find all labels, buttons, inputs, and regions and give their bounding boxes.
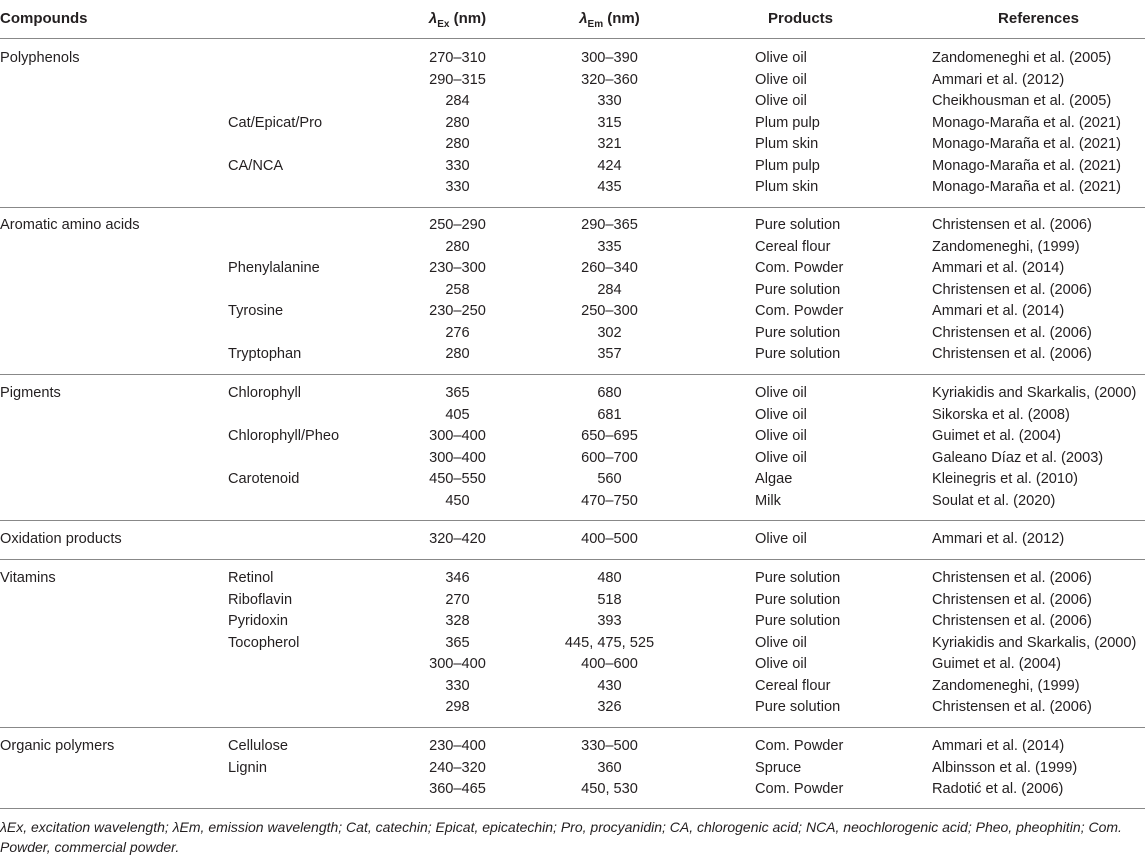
excitation-cell: 346 [445,570,470,586]
product-cell: Olive oil [755,449,807,466]
excitation-cell: 280 [445,136,470,152]
ex-subscript: Ex [437,19,450,30]
reference-cell: Ammari et al. (2014) [932,260,1065,276]
emission-cell: 326 [597,699,622,715]
product-cell: Pure solution [755,324,841,341]
header-compounds: Compounds [0,10,88,27]
emission-cell: 360 [597,759,622,776]
product-cell: Com. Powder [755,260,844,276]
excitation-cell: 365 [445,385,470,401]
group-divider [0,808,1145,809]
emission-cell: 681 [597,406,622,423]
product-cell: Pure solution [755,613,841,629]
excitation-cell: 328 [445,613,470,629]
excitation-cell: 290–315 [429,71,486,88]
reference-cell: Christensen et al. (2006) [932,570,1092,586]
emission-cell: 315 [597,114,622,131]
excitation-cell: 330 [445,157,470,174]
excitation-cell: 276 [445,324,470,341]
subcompound-cell: Chlorophyll [228,385,302,401]
emission-cell: 480 [597,570,622,586]
group-divider [0,727,1145,728]
product-cell: Olive oil [755,634,807,651]
product-cell: Com. Powder [755,781,844,797]
table-footnote: λEx, excitation wavelength; λEm, emission wavelength; Cat, catechin; Epicat, epicatechin; Pro, procyanidin; CA, chlorogenic acid; NCA, neochlorogenic acid; Pheo, pheophitin; Com. Powder, commercial powder. [0,819,1122,855]
product-cell: Olive oil [755,531,807,547]
subcompound-cell: Tyrosine [228,303,284,319]
excitation-cell: 365 [445,634,470,651]
reference-cell: Christensen et al. (2006) [932,699,1092,715]
emission-cell: 450, 530 [581,781,638,797]
subcompound-cell: Pyridoxin [228,613,289,629]
reference-cell: Christensen et al. (2006) [932,281,1092,298]
subcompound-cell: Riboflavin [228,591,293,608]
product-cell: Pure solution [755,217,841,233]
reference-cell: Sikorska et al. (2008) [932,406,1070,423]
product-cell: Plum skin [755,136,819,152]
emission-cell: 445, 475, 525 [564,634,655,651]
excitation-cell: 300–400 [429,656,486,672]
excitation-cell: 360–465 [429,781,486,797]
reference-cell: Guimet et al. (2004) [932,656,1061,672]
emission-cell: 330–500 [581,738,638,754]
excitation-cell: 300–400 [429,428,486,444]
product-cell: Milk [755,492,781,509]
reference-cell: Monago-Maraña et al. (2021) [932,157,1122,174]
excitation-cell: 230–300 [429,260,486,276]
reference-cell: Zandomeneghi, (1999) [932,238,1080,255]
product-cell: Olive oil [755,428,807,444]
header-divider [0,38,1145,39]
emission-cell: 424 [597,157,622,174]
emission-cell: 330 [597,93,622,109]
emission-cell: 302 [597,324,622,341]
product-cell: Pure solution [755,281,841,298]
emission-cell: 284 [597,281,622,298]
reference-cell: Guimet et al. (2004) [932,428,1061,444]
product-cell: Olive oil [755,50,807,66]
reference-cell: Christensen et al. (2006) [932,591,1092,608]
unit-label: (nm) [449,10,487,27]
emission-cell: 250–300 [581,303,638,319]
reference-cell: Ammari et al. (2014) [932,738,1065,754]
lambda-symbol: λ [428,10,438,27]
header-references: References [998,10,1079,27]
excitation-cell: 330 [445,677,470,694]
reference-cell: Galeano Díaz et al. (2003) [932,449,1104,466]
emission-cell: 600–700 [581,449,638,466]
group-divider [0,374,1145,375]
product-cell: Algae [755,471,793,487]
reference-cell: Zandomeneghi et al. (2005) [932,50,1112,66]
excitation-cell: 230–250 [429,303,486,319]
reference-cell: Ammari et al. (2014) [932,303,1065,319]
excitation-cell: 258 [445,281,470,298]
compound-cell: Organic polymers [0,738,115,754]
emission-cell: 400–500 [581,531,638,547]
subcompound-cell: Phenylalanine [228,260,320,276]
compound-cell: Pigments [0,385,61,401]
reference-cell: Ammari et al. (2012) [932,531,1065,547]
emission-cell: 400–600 [581,656,638,672]
product-cell: Com. Powder [755,303,844,319]
excitation-cell: 280 [445,114,470,131]
subcompound-cell: Chlorophyll/Pheo [228,428,340,444]
reference-cell: Christensen et al. (2006) [932,613,1092,629]
product-cell: Com. Powder [755,738,844,754]
excitation-cell: 300–400 [429,449,486,466]
excitation-cell: 280 [445,238,470,255]
reference-cell: Kyriakidis and Skarkalis, (2000) [932,634,1137,651]
emission-cell: 260–340 [581,260,638,276]
lambda-symbol: λ [579,10,588,27]
reference-cell: Soulat et al. (2020) [932,492,1056,509]
reference-cell: Albinsson et al. (1999) [932,759,1078,776]
product-cell: Pure solution [755,591,841,608]
subcompound-cell: CA/NCA [228,157,284,174]
emission-cell: 320–360 [581,71,638,88]
reference-cell: Kleinegris et al. (2010) [932,471,1079,487]
excitation-cell: 280 [445,346,470,362]
product-cell: Olive oil [755,71,807,88]
header-products: Products [767,10,833,27]
excitation-cell: 320–420 [429,531,486,547]
compound-cell: Oxidation products [0,531,122,547]
subcompound-cell: Carotenoid [228,471,300,487]
product-cell: Olive oil [755,385,807,401]
product-cell: Plum pulp [755,157,820,174]
reference-cell: Monago-Maraña et al. (2021) [932,179,1122,195]
emission-cell: 650–695 [581,428,638,444]
emission-cell: 435 [597,179,622,195]
reference-cell: Zandomeneghi, (1999) [932,677,1080,694]
em-subscript: Em [587,19,604,30]
subcompound-cell: Lignin [228,759,267,776]
reference-cell: Cheikhousman et al. (2005) [932,93,1112,109]
emission-cell: 393 [597,613,622,629]
product-cell: Plum skin [755,179,819,195]
emission-cell: 470–750 [581,492,638,509]
subcompound-cell: Cat/Epicat/Pro [228,114,323,131]
reference-cell: Monago-Maraña et al. (2021) [932,114,1122,131]
subcompound-cell: Cellulose [228,738,289,754]
group-divider [0,559,1145,560]
emission-cell: 430 [597,677,622,694]
product-cell: Pure solution [755,699,841,715]
excitation-cell: 450–550 [429,471,486,487]
excitation-cell: 450 [445,492,470,509]
emission-cell: 518 [597,591,622,608]
group-divider [0,520,1145,521]
product-cell: Cereal flour [755,677,831,694]
excitation-cell: 240–320 [429,759,486,776]
excitation-cell: 405 [445,406,470,423]
product-cell: Spruce [755,759,802,776]
reference-cell: Christensen et al. (2006) [932,324,1092,341]
product-cell: Olive oil [755,656,807,672]
table-header [0,0,1145,38]
excitation-cell: 284 [445,93,470,109]
emission-cell: 335 [597,238,622,255]
reference-cell: Kyriakidis and Skarkalis, (2000) [932,385,1137,401]
reference-cell: Christensen et al. (2006) [932,217,1092,233]
product-cell: Plum pulp [755,114,820,131]
reference-cell: Monago-Maraña et al. (2021) [932,136,1122,152]
excitation-cell: 270 [445,591,470,608]
excitation-cell: 230–400 [429,738,486,754]
emission-cell: 357 [597,346,622,362]
group-divider [0,207,1145,208]
unit-label: (nm) [603,10,640,27]
reference-cell: Christensen et al. (2006) [932,346,1092,362]
excitation-cell: 250–290 [429,217,486,233]
emission-cell: 300–390 [581,50,638,66]
product-cell: Pure solution [755,570,841,586]
subcompound-cell: Tryptophan [228,346,302,362]
excitation-cell: 298 [445,699,470,715]
product-cell: Cereal flour [755,238,831,255]
compound-cell: Vitamins [0,570,56,586]
reference-cell: Radotić et al. (2006) [932,781,1064,797]
excitation-cell: 330 [445,179,470,195]
emission-cell: 321 [597,136,622,152]
reference-cell: Ammari et al. (2012) [932,71,1065,88]
excitation-cell: 270–310 [429,50,486,66]
compound-cell: Polyphenols [0,50,80,66]
product-cell: Olive oil [755,93,807,109]
emission-cell: 290–365 [581,217,638,233]
emission-cell: 680 [597,385,622,401]
compound-cell: Aromatic amino acids [0,217,140,233]
emission-cell: 560 [597,471,622,487]
product-cell: Olive oil [755,406,807,423]
subcompound-cell: Tocopherol [228,634,300,651]
subcompound-cell: Retinol [228,570,274,586]
product-cell: Pure solution [755,346,841,362]
